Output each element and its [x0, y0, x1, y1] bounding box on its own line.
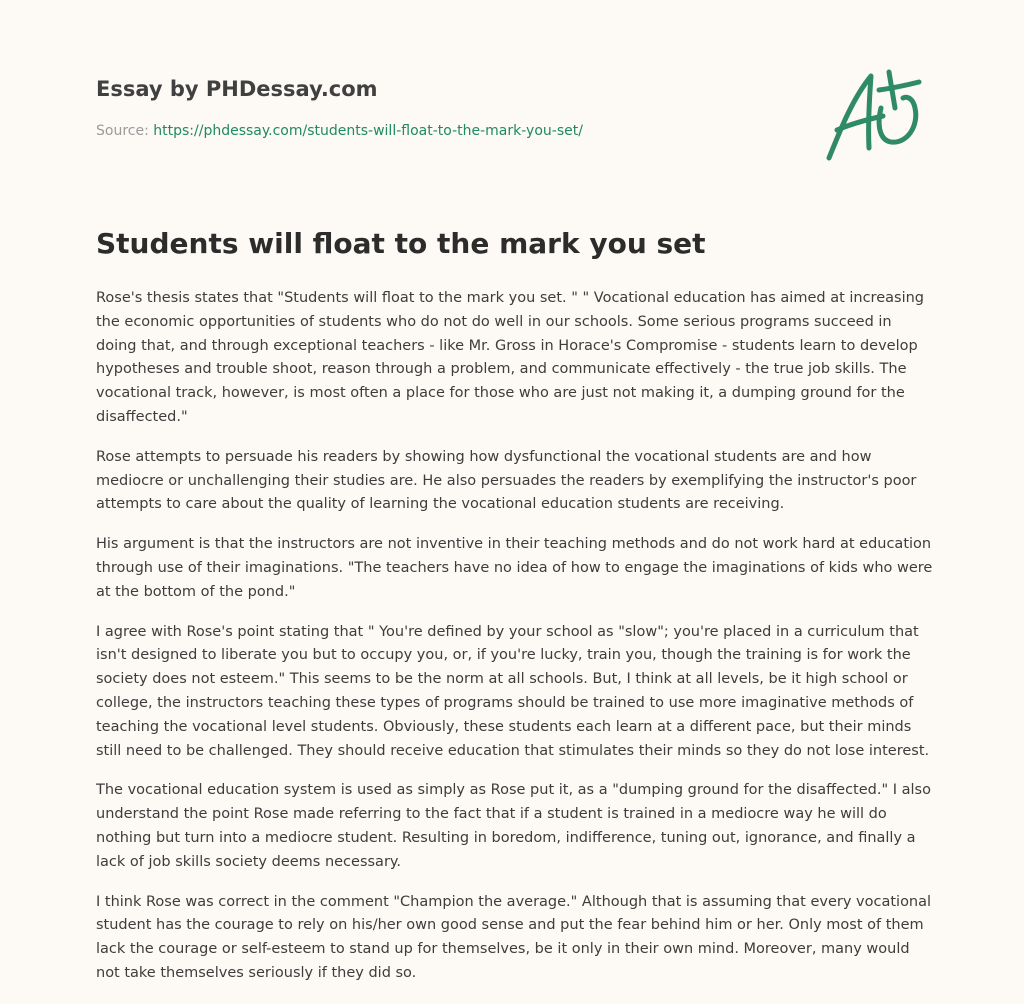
essay-paragraph: His argument is that the instructors are not inventive in their teaching methods and do not work hard at education through use of their imaginations. "The teachers have no idea of how to engage the imaginations of kids who were at the bottom of the pond." — [96, 536, 933, 600]
essay-paragraph: Rose's thesis states that "Students will float to the mark you set. " " Vocational education has aimed at increasing the economic opportunities of students who do not do well in our schools. Some serious programs succeed in doing that, and through exceptional teachers - like Mr. Gross in Horace's Compromise - students learn to develop hypotheses and trouble shoot, reason through a problem, and communicate effectively - the true job skills. The vocational track, however, is most often a place for those who are just not making it, a dumping ground for the disaffected." — [96, 290, 924, 425]
essay-paragraph: Rose attempts to persuade his readers by showing how dysfunctional the vocational students are and how mediocre or unchallenging their studies are. He also persuades the readers by exemplifying the instructor's poor attempts to care about the quality of learning the vocational education students are receiving. — [96, 448, 917, 513]
brand-name: Essay by PHDessay.com — [96, 77, 378, 101]
essay-paragraph: I agree with Rose's point stating that " You're defined by your school as "slow"; you're placed in a curriculum that isn't designed to liberate you but to occupy you, or, if you're lucky, train you, though the training is for work the society does not esteem." This seems to be the norm at all schools. But, I think at all levels, be it high school or college, the instructors teaching these types of programs should be trained to use more imaginative methods of teaching the vocational level students. Obviously, these students each learn at a different pace, but their minds still need to be challenged. They should receive education that stimulates their minds so they do not lose interest. — [96, 623, 930, 759]
essay-title: Students will float to the mark you set — [96, 227, 706, 260]
a-plus-logo-icon — [823, 68, 927, 164]
source-label: Source: — [96, 123, 149, 139]
essay-paragraph: I think Rose was correct in the comment "Champion the average." Although that is assuming that every vocational student has the courage to rely on his/her own good sense and put the fear behind him or her. Only most of them lack the courage or self-esteem to stand up for themselves, be it only in their own mind. Moreover, many would not take themselves seriously if they did so. — [96, 893, 932, 981]
essay-body — [96, 287, 936, 1002]
page-header — [0, 0, 1024, 200]
essay-paragraph: The vocational education system is used as simply as Rose put it, as a "dumping ground for the disaffected." I also understand the point Rose made referring to the fact that if a student is trained in a mediocre way he will do nothing but turn into a mediocre student. Resulting in boredom, indifference, tuning out, ignorance, and finally a lack of job skills society deems necessary. — [96, 782, 931, 870]
source-link[interactable]: https://phdessay.com/students-will-float-to-the-mark-you-set/ — [153, 123, 583, 139]
source-line — [96, 123, 583, 139]
